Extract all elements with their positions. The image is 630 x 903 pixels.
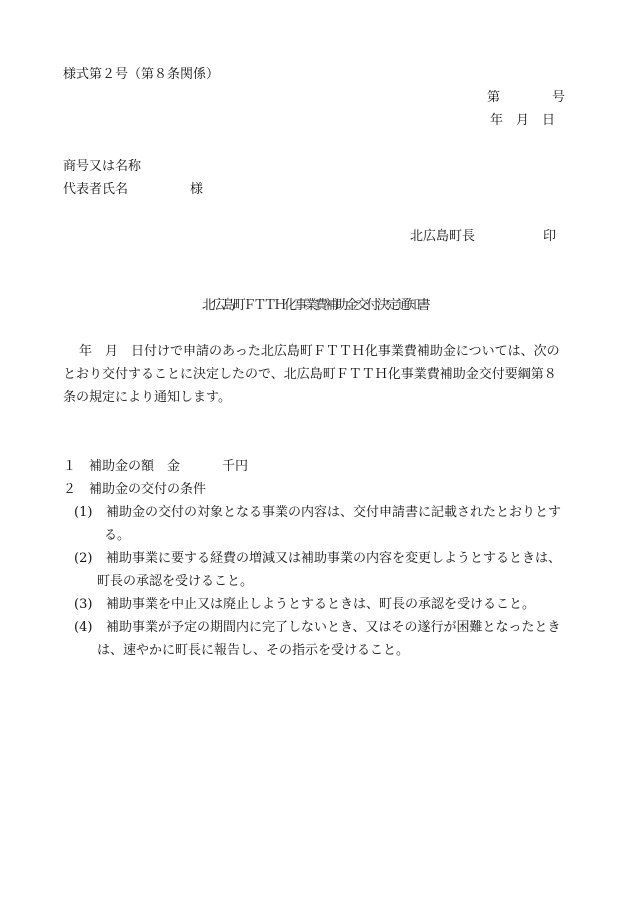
condition-2-line-1: 補助事業に要する経費の増減又は補助事業の内容を変更しようとするときは、 <box>106 551 562 566</box>
section-2-number: ２ <box>63 482 77 497</box>
recipient-name-label: 商号又は名称 <box>63 159 142 174</box>
condition-2-number: (2) <box>74 551 93 566</box>
document-number: 第 号 <box>487 90 566 105</box>
condition-2-line-2: 町長の承認を受けること。 <box>97 574 254 589</box>
section-2-label: 補助金の交付の条件 <box>89 482 207 497</box>
condition-1-line-2: る。 <box>104 528 131 543</box>
body-line-2: とおり交付することに決定したので、北広島町ＦＴＴＨ化事業費補助金交付要綱第８ <box>63 367 557 382</box>
condition-4-number: (4) <box>74 620 93 635</box>
body-line-1: 年 月 日付けで申請のあった北広島町ＦＴＴＨ化事業費補助金については、次の <box>79 344 560 359</box>
section-1-label: 補助金の額 金 <box>89 459 181 474</box>
document-title: 北広島町ＦＴＴＨ化事業費補助金交付決定通知書 <box>202 298 428 313</box>
condition-4-line-2: は、速やかに町長に報告し、その指示を受けること。 <box>97 643 410 658</box>
form-number: 様式第２号（第８条関係） <box>63 67 220 82</box>
document-date: 年 月 日 <box>490 113 556 128</box>
condition-1-number: (1) <box>74 505 93 520</box>
condition-3-number: (3) <box>74 597 93 612</box>
section-1-unit: 千円 <box>222 459 249 474</box>
condition-4-line-1: 補助事業が予定の期間内に完了しないとき、又はその遂行が困難となったとき <box>106 620 561 635</box>
recipient-honorific: 様 <box>190 182 204 197</box>
issuer-title: 北広島町長 <box>410 229 476 244</box>
section-1-number: １ <box>63 459 77 474</box>
condition-3-line-1: 補助事業を中止又は廃止しようとするときは、町長の承認を受けること。 <box>106 597 536 612</box>
issuer-seal: 印 <box>543 229 557 244</box>
condition-1-line-1: 補助金の交付の対象となる事業の内容は、交付申請書に記載されたとおりとす <box>106 505 562 520</box>
recipient-representative-label: 代表者氏名 <box>63 182 129 197</box>
body-line-3: 条の規定により通知します。 <box>63 390 231 405</box>
